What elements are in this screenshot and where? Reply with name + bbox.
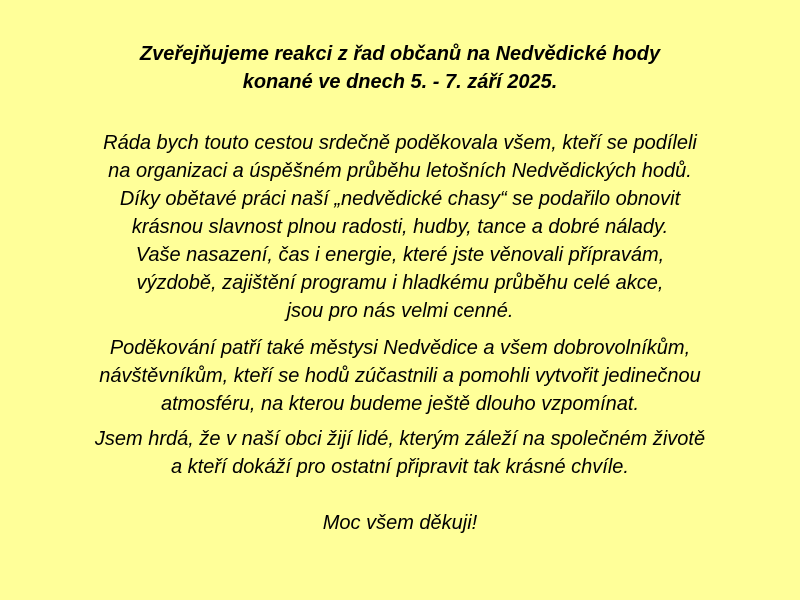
announcement-body (0, 129, 800, 537)
paragraph-2-line-3: atmosféru, na kterou budeme ještě dlouho vzpomínat. (160, 393, 640, 415)
paragraph-1-line-1: Ráda bych touto cestou srdečně poděkovala všem, kteří se podíleli (103, 132, 697, 154)
paragraph-2-line-2: návštěvníkům, kteří se hodů zúčastnili a pomohli vytvořit jedinečnou (99, 365, 701, 387)
paragraph-2-line-1: Poděkování patří také městysi Nedvědice a všem dobrovolníkům, (109, 337, 691, 359)
paragraph-pride (0, 425, 800, 481)
paragraph-1-line-3: Díky obětavé práci naší „nedvědické chasy“ se podařilo obnovit (119, 188, 681, 210)
closing-line: Moc všem děkuji! (322, 512, 478, 534)
title-line-1: Zveřejňujeme reakci z řad občanů na Nedvědické hody (139, 43, 661, 65)
paragraph-thanks (0, 129, 800, 325)
paragraph-1-line-6: výzdobě, zajištění programu i hladkému průběhu celé akce, (136, 272, 664, 294)
paragraph-1-line-2: na organizaci a úspěšném průběhu letošních Nedvědických hodů. (108, 160, 692, 182)
title-line-2: konané ve dnech 5. - 7. září 2025. (242, 71, 558, 93)
paragraph-1-line-5: Vaše nasazení, čas i energie, které jste věnovali přípravám, (135, 244, 665, 266)
paragraph-1-line-7: jsou pro nás velmi cenné. (286, 300, 514, 322)
paragraph-3-line-2: a kteří dokáží pro ostatní připravit tak krásné chvíle. (171, 456, 629, 478)
paragraph-acknowledgement (0, 334, 800, 418)
announcement-title (0, 40, 800, 96)
paragraph-3-line-1: Jsem hrdá, že v naší obci žijí lidé, kterým záleží na společném životě (94, 428, 706, 450)
paragraph-1-line-4: krásnou slavnost plnou radosti, hudby, tance a dobré nálady. (131, 216, 669, 238)
